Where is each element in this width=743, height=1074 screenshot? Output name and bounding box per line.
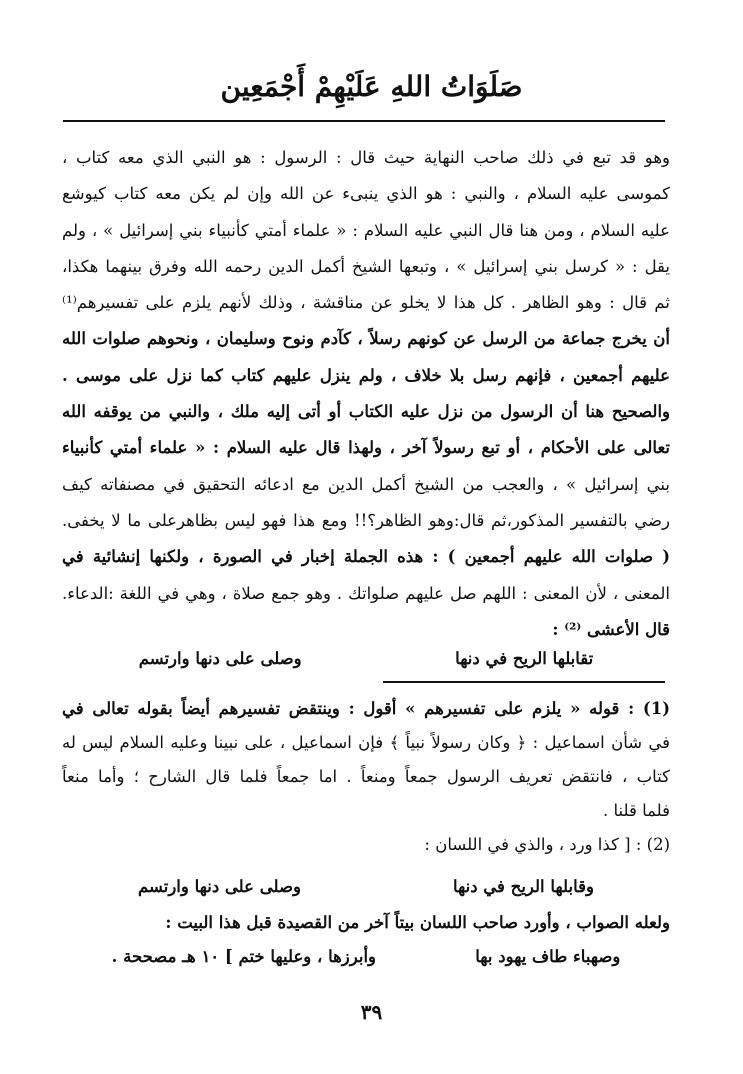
text-line: ( صلوات الله عليهم أجمعين ) : هذه الجملة إخبار في الصورة ، ولكنها إنشائية في bbox=[62, 547, 670, 567]
verse-second-hemistich: وأبرزها ، وعليها ختم ] ١٠ هـ مصححة . bbox=[111, 947, 377, 966]
text-line: عليه السلام ، ومن هنا قال النبي عليه السلام : « علماء أمتي كأنبياء بني إسرائيل » ، ولم bbox=[62, 220, 670, 240]
text-line: بني إسرائيل » ، والعجب من الشيخ أكمل الدين مع ادعائه التحقيق في مصنفاته كيف bbox=[62, 474, 670, 494]
footnote-continuation bbox=[62, 906, 670, 940]
text-line: تعالى على الأحكام ، أو تبع رسولاً آخر ، ولهذا قال عليه السلام : « علماء أمتي كأنبياء bbox=[62, 438, 670, 458]
text-line: كموسى عليه السلام ، والنبي : هو الذي ينبىء عن الله وإن لم يكن معه كتاب كيوشع bbox=[62, 184, 670, 204]
text-line: عليهم أجمعين ، فإنهم رسل بلا خلاف ، ولم ينزل عليهم كتاب كما نزل على موسى . bbox=[62, 365, 670, 385]
page-number: ٣٩ bbox=[360, 1000, 383, 1024]
text-line: والصحيح هنا أن الرسول من نزل عليه الكتاب أو أتى إليه ملك ، والنبي من يوقفه الله bbox=[62, 402, 670, 422]
verse-first-hemistich: وقابلها الريح في دنها bbox=[452, 877, 594, 896]
text-line: أن يخرج جماعة من الرسل عن كونهم رسلاً ، كآدم ونوح وسليمان ، ونحوهم صلوات الله bbox=[62, 329, 670, 349]
text-line: وهو قد تبع في ذلك صاحب النهاية حيث قال : الرسول : هو النبي الذي معه كتاب ، bbox=[62, 148, 670, 167]
main-text bbox=[62, 140, 670, 648]
footnotes bbox=[62, 692, 670, 862]
poetry-verse bbox=[62, 649, 670, 668]
running-header: صَلَوَاتُ اللهِ عَلَيْهِمْ أَجْمَعِين bbox=[220, 70, 523, 103]
footnote-line: ولعله الصواب ، وأورد صاحب اللسان بيتاً آخر من القصيدة قبل هذا البيت : bbox=[165, 913, 670, 932]
header-rule bbox=[63, 120, 665, 122]
verse-second-hemistich: وصلى على دنها وارتسم bbox=[138, 877, 301, 896]
footnote-rule bbox=[383, 681, 665, 683]
verse-second-hemistich: وصلى على دنها وارتسم bbox=[138, 649, 302, 668]
text-line: يقل : « كرسل بني إسرائيل » ، وتبعها الشيخ أكمل الدين رحمه الله وفرق بينهما هكذا، bbox=[62, 256, 670, 276]
footnote-line: كتاب ، فانتقض تعريف الرسول جمعاً ومنعاً . اما جمعاً فلما قال الشارح ؛ وأما منعاً bbox=[62, 767, 670, 786]
text-line: رضي بالتفسير المذكور،ثم قال:وهو الظاهر؟!! ومع هذا فهو ليس بظاهرعلى ما لا يخفى. bbox=[62, 510, 670, 530]
footnote-line: (2) : [ كذا ورد ، والذي في اللسان : bbox=[424, 835, 670, 854]
text-line: قال الأعشى ⁽²⁾ : bbox=[552, 619, 670, 639]
verse-first-hemistich: تقابلها الريح في دنها bbox=[455, 649, 594, 668]
footnote-verse bbox=[62, 877, 670, 896]
footnote-line: في شأن اسماعيل : ﴿ وكان رسولاً نبياً ﴾ فإن اسماعيل ، على نبينا وعليه السلام ليس له bbox=[62, 733, 670, 752]
footnote-line: (1) : قوله « يلزم على تفسيرهم » أقول : وينتقض تفسيرهم أيضاً بقوله تعالى في bbox=[62, 699, 670, 718]
verse-first-hemistich: وصهباء طاف يهود بها bbox=[475, 947, 621, 966]
footnote-verse bbox=[62, 947, 670, 966]
footnote-line: فلما قلنا . bbox=[602, 801, 670, 820]
text-line: ثم قال : وهو الظاهر . كل هذا لا يخلو عن مناقشة ، وذلك لأنهم يلزم على تفسيرهم⁽¹⁾ bbox=[62, 293, 670, 313]
text-line: المعنى ، لأن المعنى : اللهم صل عليهم صلواتك . وهو جمع صلاة ، وهي في اللغة :الدعاء. bbox=[62, 583, 670, 603]
